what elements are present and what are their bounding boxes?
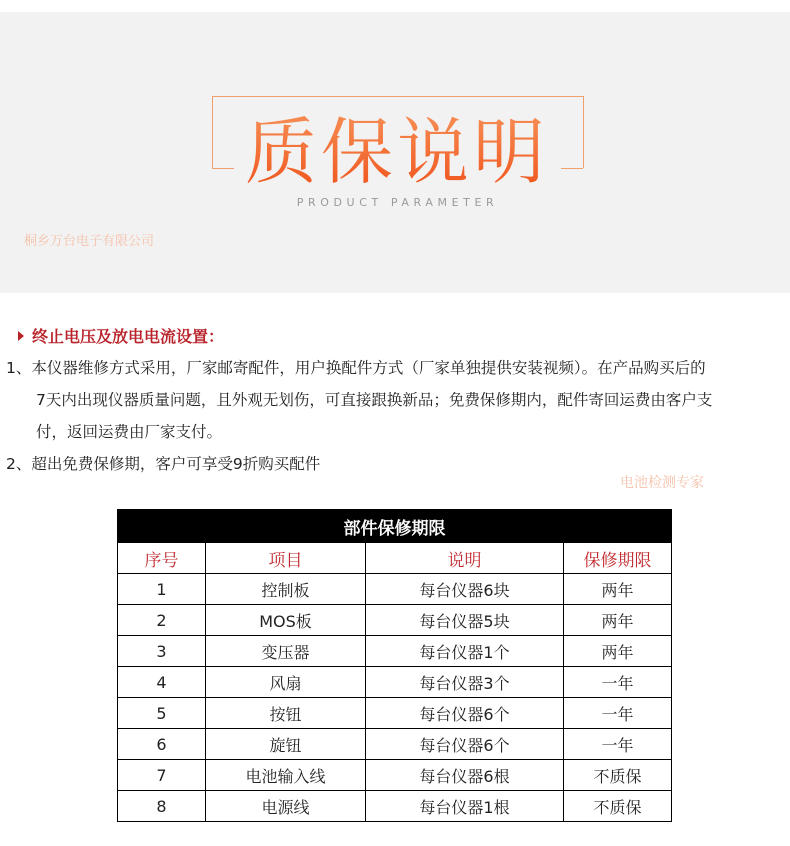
column-header-index: 序号 (118, 543, 206, 574)
cell-warranty: 一年 (564, 729, 672, 760)
title-frame-right (583, 96, 584, 168)
column-header-description: 说明 (366, 543, 564, 574)
title-frame-top (212, 96, 583, 97)
paragraph-1-line-1: 1、本仪器维修方式采用，厂家邮寄配件，用户换配件方式（厂家单独提供安装视频）。在产品购买后的 (6, 359, 706, 377)
title-frame-left (212, 96, 213, 168)
cell-index: 1 (118, 574, 206, 605)
table-row (118, 667, 672, 698)
cell-item: 控制板 (206, 574, 366, 605)
cell-warranty: 不质保 (564, 760, 672, 791)
cell-item: 电池输入线 (206, 760, 366, 791)
cell-description: 每台仪器3个 (366, 667, 564, 698)
table-caption-row (118, 510, 672, 543)
cell-index: 3 (118, 636, 206, 667)
cell-description: 每台仪器6个 (366, 698, 564, 729)
table-row (118, 574, 672, 605)
table-row (118, 791, 672, 822)
cell-description: 每台仪器1根 (366, 791, 564, 822)
cell-warranty: 一年 (564, 667, 672, 698)
cell-item: 电源线 (206, 791, 366, 822)
cell-index: 5 (118, 698, 206, 729)
paragraph-1-line-2: 7天内出现仪器质量问题，且外观无划伤，可直接跟换新品；免费保修期内，配件寄回运费由客户支 (36, 391, 713, 409)
section-heading (18, 324, 224, 347)
paragraph-1-line-3: 付，返回运费由厂家支付。 (36, 423, 223, 441)
table-row (118, 636, 672, 667)
cell-description: 每台仪器1个 (366, 636, 564, 667)
cell-index: 8 (118, 791, 206, 822)
cell-description: 每台仪器6块 (366, 574, 564, 605)
cell-index: 7 (118, 760, 206, 791)
cell-item: MOS板 (206, 605, 366, 636)
page-subtitle: PRODUCT PARAMETER (296, 196, 499, 209)
company-watermark: 桐乡万台电子有限公司 (24, 234, 155, 249)
cell-item: 按钮 (206, 698, 366, 729)
cell-item: 变压器 (206, 636, 366, 667)
triangle-bullet-icon (18, 331, 24, 341)
cell-description: 每台仪器6根 (366, 760, 564, 791)
paragraph-2-line-1: 2、超出免费保修期，客户可享受9折购买配件 (6, 455, 321, 473)
column-header-warranty: 保修期限 (564, 543, 672, 574)
slogan-watermark: 电池检测专家 (620, 475, 704, 491)
title-frame-bottom-right (561, 168, 583, 169)
cell-warranty: 两年 (564, 574, 672, 605)
table-header-row (118, 543, 672, 574)
cell-index: 4 (118, 667, 206, 698)
cell-warranty: 一年 (564, 698, 672, 729)
cell-description: 每台仪器6个 (366, 729, 564, 760)
cell-description: 每台仪器5块 (366, 605, 564, 636)
column-header-item: 项目 (206, 543, 366, 574)
cell-item: 风扇 (206, 667, 366, 698)
cell-warranty: 两年 (564, 636, 672, 667)
table-row (118, 760, 672, 791)
title-frame-bottom-left (212, 168, 234, 169)
section-heading-text: 终止电压及放电电流设置： (32, 327, 225, 346)
table-caption: 部件保修期限 (118, 510, 672, 543)
cell-index: 6 (118, 729, 206, 760)
table-row (118, 729, 672, 760)
cell-warranty: 两年 (564, 605, 672, 636)
warranty-table (117, 509, 672, 822)
cell-warranty: 不质保 (564, 791, 672, 822)
table-row (118, 605, 672, 636)
table-row (118, 698, 672, 729)
cell-item: 旋钮 (206, 729, 366, 760)
page-title: 质保说明 (232, 104, 562, 200)
cell-index: 2 (118, 605, 206, 636)
